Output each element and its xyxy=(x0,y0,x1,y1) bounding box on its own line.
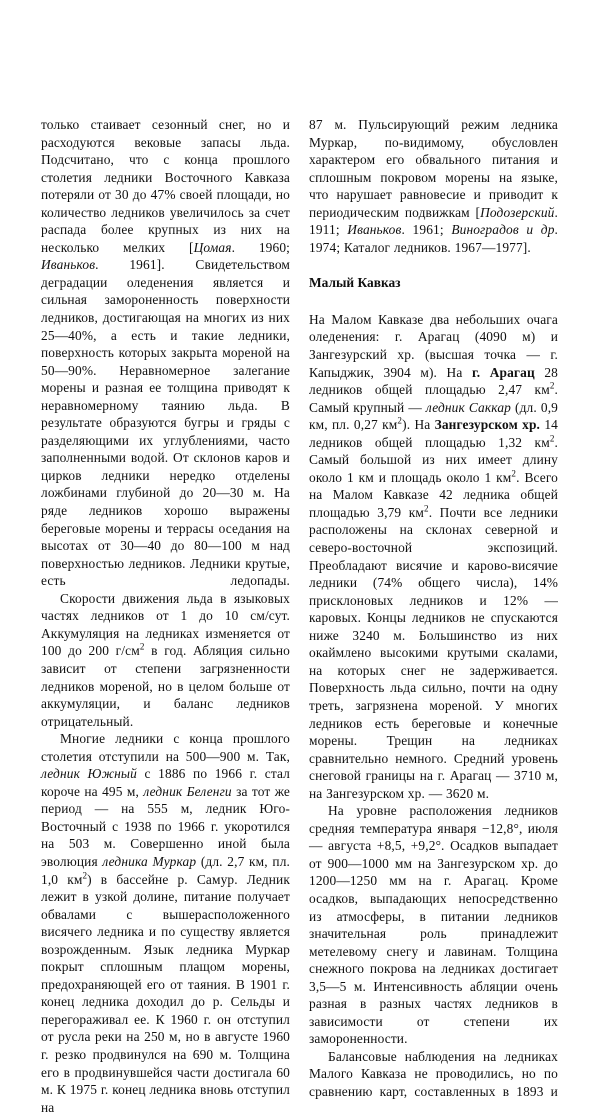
heading-spacer-above xyxy=(309,256,558,274)
superscript-square: 2 xyxy=(549,433,555,444)
citation-author-ivankov: Иваньков xyxy=(41,257,96,273)
heading-spacer-below xyxy=(309,292,558,311)
superscript-square: 2 xyxy=(397,415,403,426)
ridge-name-zangezur: Зангезурском хр. xyxy=(434,417,541,433)
citation-author-vinogradov: Виноградов и др xyxy=(451,222,555,238)
superscript-square: 2 xyxy=(82,870,88,881)
citation-author-ivankov: Иваньков xyxy=(347,222,402,238)
glacier-name-murkar: ледника Муркар xyxy=(102,853,197,869)
paragraph-right-2: На Малом Кавказе два небольших очага оледенения: г. Арагац (4090 м) и Зангезурский хр. (высшая точка — г. Капыджик, 3904 м). На г. Арагац 28 ледников общей площадью 2,47 $км^2$. Самый крупный — ледник Саккар (дл. 0,9 км, пл. 0,27 $км^2$). На Зангезурском хр. 14 ледников общей площадью 1,32 $км^2$. Самый большой из них имеет длину около 1 км и площадь около 1 $км^2$. Всего на Малом Кавказе 42 ледника общей площадью 3,79 $км^2$. Почти все ледники расположены на склонах северной и северо-восточной экспозиций. Преобладают висячие и карово-висячие ледники (74% общего числа), 14% присклоновых ледников и 12% — каровых. Концы ледников не спускаются ниже 3240 м. Большинство из них окаймлено высокими крутыми скалами, на которых снег не задерживается. Поверхность льда сильно, почти на одну треть, загрязнена мореной. У многих ледников есть береговые и конечные морены. Трещин на ледниках сравнительно немного. Средний уровень снеговой границы на г. Арагац — 3710 м, на Зангезурском хр. — 3620 м. xyxy=(309,311,559,801)
glacier-name-belengi: ледник Беленги xyxy=(143,783,232,799)
glacier-name-sakkar: ледник Саккар xyxy=(425,399,511,415)
superscript-square: 2 xyxy=(549,380,555,391)
citation-author-podozersky: Подозерский xyxy=(480,204,555,220)
paragraph-right-4: Балансовые наблюдения на ледниках Малого Кавказа не проводились, но по сравнению карт, составленных в 1893 и xyxy=(309,1048,558,1099)
paragraph-left-1: только стаивает сезонный снег, но и расходуются вековые запасы льда. Подсчитано, что с конца прошлого столетия ледники Восточного Кавказа потеряли от 30 до 47% своей площади, но количество ледников увеличилось за счет распада более крупных из них на несколько мелких [Цомая. 1960; Иваньков. 1961]. Свидетельством деградации оледенения является и сильная замороненность поверхности ледников, достигающая на многих из них 25—40%, а есть и такие ледники, поверхность которых закрыта мореной на 50—90%. Неравномерное залегание морены и разная ее толщина приводят к неравномерному таянию льда. В результате образуются бугры и гряды с разделяющими их углублениями, часто заполненными водой. От склонов каров и цирков ледники нередко отделены ложбинами глубиной до 20—30 м. На ряде ледников хорошо выражены береговые морены и террасы оседания на высотах от 30—40 до 80—100 м над поверхностью ледников. Ледники крутые, есть ледопады. xyxy=(41,117,291,589)
superscript-square: 2 xyxy=(424,503,429,514)
right-column xyxy=(309,116,559,1099)
citation-author-comaya: Цомая xyxy=(193,239,232,255)
paragraph-right-1: 87 м. Пульсирующий режим ледника Муркар, по-видимому, обусловлен характером его обвального питания и сплошным покровом морены на языке, что нарушает равновесие и приводит к периодическим подвижкам [Подозерский. 1911; Иваньков. 1961; Виноградов и др. 1974; Каталог ледников. 1967—1977]. xyxy=(309,117,559,255)
paragraph-left-3: Многие ледники с конца прошлого столетия отступили на 500—900 м. Так, ледник Южный с 1886 по 1966 г. стал короче на 495 м, ледник Беленги за тот же период — на 555 м, ледник Юго-Восточный с 1938 по 1966 г. укоротился на 503 м. Совершенно иной была эволюция ледника Муркар (дл. 2,7 км, пл. 1,0 $км^2$) в бассейне р. Самур. Ледник лежит в узкой долине, питание получает обвалами с вышерасположенного висячего ледника и по существу является возрожденным. Язык ледника Муркар покрыт сплошным плащом морены, предохраняющей его от таяния. В 1901 г. конец ледника доходил до р. Сельды и перегораживал ее. К 1960 г. он отступил от русла реки на 250 м, но в августе 1960 г. резко продвинулся на 690 м. Толщина его в продвинувшейся части достигала 60 м. К 1975 г. конец ледника вновь отступил на xyxy=(41,731,291,1115)
paragraph-right-3: На уровне расположения ледников средняя температура января −12,8°, июля — августа +8,5, +9,2°. Осадков выпадает от 900—1000 мм на Зангезурском хр. до 1200—1250 мм на г. Арагац. Кроме осадков, выпадающих непосредственно из атмосферы, в питании ледников значительная роль принадлежит метелевому снегу и лавинам. Толщина снежного покрова на ледниках достигает 3,5—5 м. Интенсивность абляции очень разная в разных частях ледников в зависимости от степени их замороненности. xyxy=(309,803,558,1047)
paragraph-left-2: Скорости движения льда в языковых частях ледников от 1 до 10 см/сут. Аккумуляция на ледниках изменяется от 100 до 200 $г/см^2$ в год. Абляция сильно зависит от степени загрязненности ледников мореной, но в целом больше от аккумуляции, и баланс ледников отрицательный. xyxy=(41,590,290,729)
section-heading-maly-kavkaz: Малый Кавказ xyxy=(309,275,401,291)
glacier-name-yuzhny: ледник Южный xyxy=(41,766,137,782)
superscript-square: 2 xyxy=(139,641,145,652)
left-column xyxy=(41,116,291,1115)
two-column-text-body xyxy=(41,116,559,1115)
mountain-name-aragats: г. Арагац xyxy=(471,364,535,380)
superscript-square: 2 xyxy=(511,468,517,479)
